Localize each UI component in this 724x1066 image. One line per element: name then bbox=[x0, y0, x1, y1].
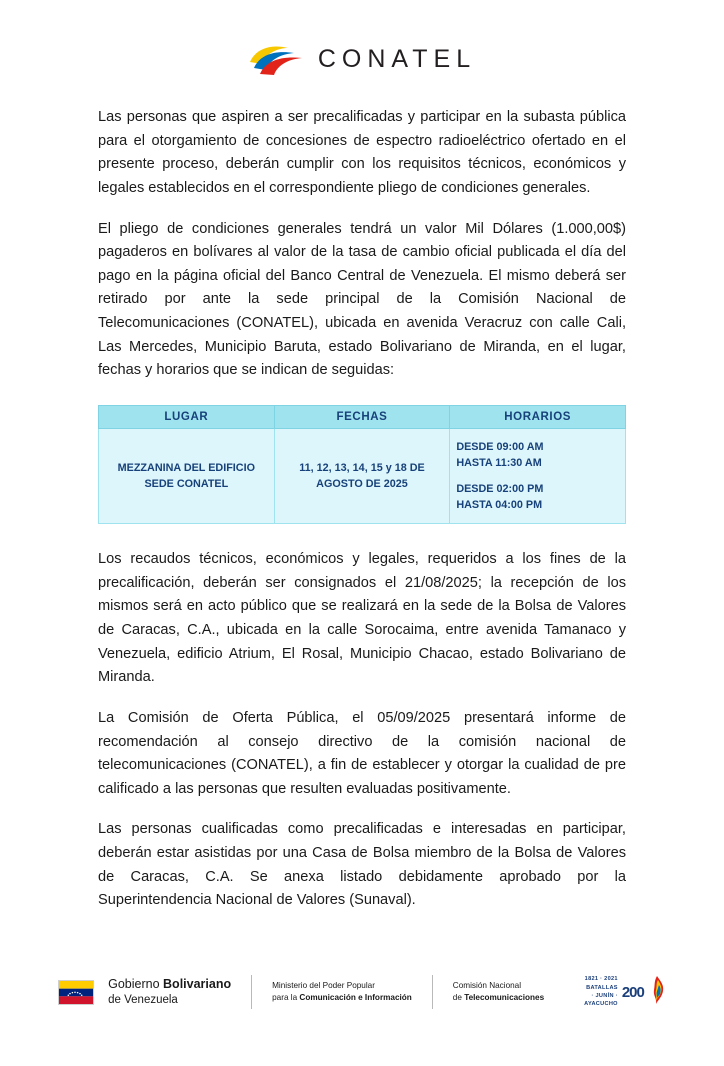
document-header bbox=[0, 42, 724, 76]
bicentenario-emblem bbox=[584, 975, 666, 1009]
paragraph-1: Las personas que aspiren a ser precalificadas y participar en la subasta pública para el otorgamiento de concesiones de espectro radioeléctrico ofertado en el presente proceso, deberán cumplir con los requisitos técnicos, económicos y legales establecidos en el correspondiente pliego de condiciones generales. bbox=[98, 109, 626, 196]
conatel-foot-line2-plain: de bbox=[452, 993, 465, 1002]
ministry-line2-bold: Comunicación e Información bbox=[299, 993, 412, 1002]
venezuela-flag-icon bbox=[58, 980, 94, 1005]
cell-horarios bbox=[450, 429, 626, 524]
gov-line1-bold: Bolivariano bbox=[163, 977, 232, 991]
table-row bbox=[99, 429, 626, 524]
document-footer bbox=[0, 964, 724, 1020]
horario-2-hasta: HASTA 04:00 PM bbox=[456, 499, 543, 512]
bicentenario-line4: AYACUCHO bbox=[584, 1001, 618, 1008]
column-header-fechas: FECHAS bbox=[274, 406, 450, 429]
conatel-swoosh-logo-icon bbox=[248, 42, 306, 76]
bicentenario-line3: · JUNÍN · bbox=[591, 993, 618, 999]
conatel-footer-label bbox=[453, 980, 544, 1004]
schedule-table-wrapper bbox=[98, 405, 626, 524]
footer-divider-1 bbox=[251, 975, 252, 1009]
bicentenario-number: 200 bbox=[621, 983, 644, 1001]
paragraph-2: El pliego de condiciones generales tendrá un valor Mil Dólares (1.000,00$) pagaderos en bolívares al valor de la tasa de cambio oficial publicada el día del pago en la página oficial del Banco Central de Venezuela. El mismo deberá ser retirado por ante la sede principal de la Comisión Nacional de Telecomunicaciones (CONATEL), ubicada en avenida Veracruz con calle Cali, Las Mercedes, Municipio Baruta, estado Bolivariano de Miranda, en el lugar, fechas y horarios que se indican de seguidas: bbox=[98, 220, 626, 379]
schedule-table bbox=[98, 405, 626, 524]
conatel-foot-line2-bold: Telecomunicaciones bbox=[464, 993, 545, 1002]
bicentenario-text bbox=[584, 975, 618, 1009]
conatel-foot-line1: Comisión Nacional bbox=[452, 981, 522, 991]
horario-spacer bbox=[456, 471, 619, 481]
column-header-lugar: LUGAR bbox=[99, 406, 275, 429]
document-body bbox=[98, 106, 626, 913]
gov-line2: de Venezuela bbox=[108, 993, 178, 1006]
gov-line1-plain: Gobierno bbox=[108, 977, 164, 991]
horario-1-hasta: HASTA 11:30 AM bbox=[456, 456, 542, 469]
government-label bbox=[108, 977, 231, 1007]
document-page bbox=[0, 42, 724, 1066]
footer-divider-2 bbox=[432, 975, 433, 1009]
brand-title: CONATEL bbox=[317, 44, 477, 73]
ministry-line2-plain: para la bbox=[272, 993, 300, 1002]
column-header-horarios: HORARIOS bbox=[450, 406, 626, 429]
bicentenario-line1: 1821 · 2021 bbox=[584, 976, 618, 983]
bicentenario-flame-icon bbox=[648, 976, 666, 1009]
cell-lugar: MEZZANINA DEL EDIFICIO SEDE CONATEL bbox=[99, 429, 275, 524]
table-header-row bbox=[99, 406, 626, 429]
horario-2-desde: DESDE 02:00 PM bbox=[456, 483, 544, 496]
ministry-line1: Ministerio del Poder Popular bbox=[272, 981, 375, 991]
paragraph-5: Las personas cualificadas como precalificadas e interesadas en participar, deberán estar asistidas por una Casa de Bolsa miembro de la Bolsa de Valores de Caracas, C.A. Se anexa listado debidamente aprobado por la Superintendencia Nacional de Valores (Sunaval). bbox=[98, 821, 626, 909]
bicentenario-line2: BATALLAS bbox=[586, 984, 618, 991]
paragraph-4: La Comisión de Oferta Pública, el 05/09/2025 presentará informe de recomendación al consejo directivo de la comisión nacional de telecomunicaciones (CONATEL), a fin de establecer y otorgar la cualidad de pre calificado a las personas que resulten evaluadas positivamente. bbox=[98, 709, 626, 797]
cell-fechas: 11, 12, 13, 14, 15 y 18 DE AGOSTO DE 2025 bbox=[274, 429, 450, 524]
horario-1-desde: DESDE 09:00 AM bbox=[456, 440, 544, 453]
paragraph-3: Los recaudos técnicos, económicos y legales, requeridos a los fines de la precalificación, deberán ser consignados el 21/08/2025; la recepción de los mismos será en acto público que se realizará en la sede de la Bolsa de Valores de Caracas, C.A., ubicada en la calle Sorocaima, entre avenida Tamanaco y Venezuela, edificio Atrium, El Rosal, Municipio Chacao, estado Bolivariano de Miranda. bbox=[98, 551, 626, 686]
ministry-label bbox=[272, 980, 412, 1004]
